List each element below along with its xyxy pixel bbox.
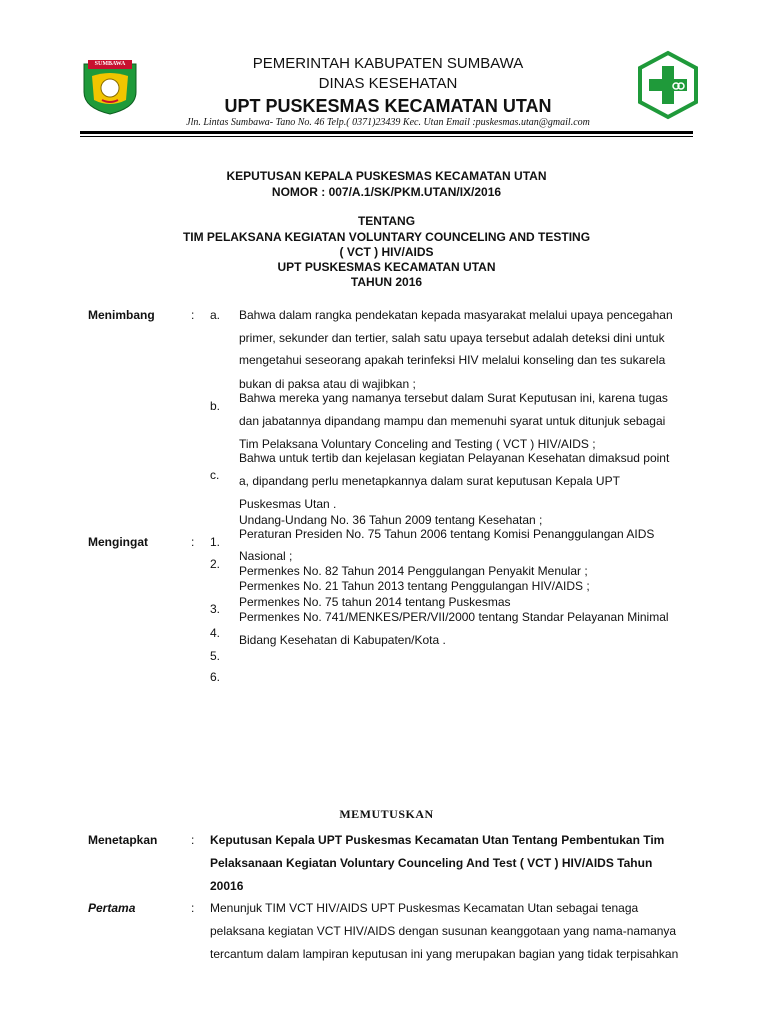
mengingat-num-4: 4. (210, 626, 221, 640)
dept-name: DINAS KESEHATAN (318, 75, 458, 92)
decree-subject-4: TAHUN 2016 (350, 275, 423, 289)
menetapkan-colon: : (191, 833, 195, 847)
header-rule-thick (80, 131, 693, 134)
menimbang-line: dan jabatannya dipandang mampu dan memenuhi syarat untuk ditunjuk sebagai (239, 414, 666, 428)
menetapkan-line: Keputusan Kepala UPT Puskesmas Kecamatan Utan Tentang Pembentukan Tim (210, 833, 665, 847)
mengingat-line: Permenkes No. 741/MENKES/PER/VII/2000 tentang Standar Pelayanan Minimal (239, 610, 669, 624)
mengingat-label: Mengingat (88, 535, 148, 549)
menimbang-line: Tim Pelaksana Voluntary Conceling and Testing ( VCT ) HIV/AIDS ; (239, 437, 596, 451)
menimbang-num-a: a. (210, 308, 221, 322)
menetapkan-line: Pelaksanaan Kegiatan Voluntary Counceling And Test ( VCT ) HIV/AIDS Tahun (210, 856, 653, 870)
menimbang-line: Bahwa untuk tertib dan kejelasan kegiatan Pelayanan Kesehatan dimaksud point (239, 451, 670, 465)
menimbang-num-c: c. (210, 468, 220, 482)
menimbang-line: primer, sekunder dan tertier, salah satu upaya tersebut adalah deteksi dini untuk (239, 331, 665, 345)
menetapkan-label: Menetapkan (88, 833, 158, 847)
mengingat-line: Bidang Kesehatan di Kabupaten/Kota . (239, 633, 446, 647)
pertama-line: tercantum dalam lampiran keputusan ini yang merupakan bagian yang tidak terpisahkan (210, 947, 679, 961)
mengingat-line: Peraturan Presiden No. 75 Tahun 2006 tentang Komisi Penanggulangan AIDS (239, 527, 655, 541)
decree-about: TENTANG (357, 214, 416, 228)
menimbang-line: a, dipandang perlu menetapkannya dalam surat keputusan Kepala UPT (239, 474, 620, 488)
menimbang-num-b: b. (210, 399, 221, 413)
mengingat-num-1: 1. (210, 535, 221, 549)
org-name: UPT PUSKESMAS KECAMATAN UTAN (224, 96, 552, 116)
mengingat-line: Permenkes No. 75 tahun 2014 tentang Puskesmas (239, 595, 511, 609)
pertama-colon: : (191, 901, 195, 915)
memutuskan-heading: MEMUTUSKAN (339, 807, 434, 821)
mengingat-num-2: 2. (210, 557, 221, 571)
health-cross-logo-icon (636, 50, 700, 120)
menimbang-line: Puskesmas Utan . (239, 497, 337, 511)
mengingat-line: Permenkes No. 21 Tahun 2013 tentang Penggulangan HIV/AIDS ; (239, 579, 590, 593)
mengingat-num-5: 5. (210, 649, 221, 663)
pertama-line: Menunjuk TIM VCT HIV/AIDS UPT Puskesmas Kecamatan Utan sebagai tenaga (210, 901, 639, 915)
decree-number: NOMOR : 007/A.1/SK/PKM.UTAN/IX/2016 (271, 185, 502, 199)
menimbang-line: bukan di paksa atau di wajibkan ; (239, 377, 416, 391)
address-line: Jln. Lintas Sumbawa- Tano No. 46 Telp.( 0371)23439 Kec. Utan Email :puskesmas.utan@gmail.com (186, 117, 590, 128)
menimbang-label: Menimbang (88, 308, 155, 322)
menimbang-line: mengetahui seseorang apakah terinfeksi HIV melalui konseling dan tes sukarela (239, 353, 666, 367)
gov-name: PEMERINTAH KABUPATEN SUMBAWA (252, 55, 524, 72)
pertama-label: Pertama (88, 901, 136, 915)
pertama-line: pelaksana kegiatan VCT HIV/AIDS dengan susunan keanggotaan yang nama-namanya (210, 924, 677, 938)
mengingat-line: Nasional ; (239, 549, 293, 563)
decree-subject-1: TIM PELAKSANA KEGIATAN VOLUNTARY COUNCELING AND TESTING (182, 230, 591, 244)
mengingat-num-6: 6. (210, 670, 221, 684)
mengingat-num-3: 3. (210, 602, 221, 616)
decree-title: KEPUTUSAN KEPALA PUSKESMAS KECAMATAN UTAN (226, 169, 547, 183)
decree-subject-2: ( VCT ) HIV/AIDS (339, 245, 434, 259)
menimbang-line: Bahwa dalam rangka pendekatan kepada masyarakat melalui upaya pencegahan (239, 308, 673, 322)
decree-subject-3: UPT PUSKESMAS KECAMATAN UTAN (277, 260, 496, 274)
sumbawa-regency-emblem-icon (80, 56, 140, 116)
menimbang-colon: : (191, 308, 195, 322)
menetapkan-line: 20016 (210, 879, 244, 893)
menimbang-line: Bahwa mereka yang namanya tersebut dalam Surat Keputusan ini, karena tugas (239, 391, 668, 405)
header-rule-thin (80, 136, 693, 137)
mengingat-line: Undang-Undang No. 36 Tahun 2009 tentang Kesehatan ; (239, 513, 543, 527)
mengingat-line: Permenkes No. 82 Tahun 2014 Penggulangan Penyakit Menular ; (239, 564, 588, 578)
emblem-label: SUMBAWA (94, 61, 126, 67)
mengingat-colon: : (191, 535, 195, 549)
